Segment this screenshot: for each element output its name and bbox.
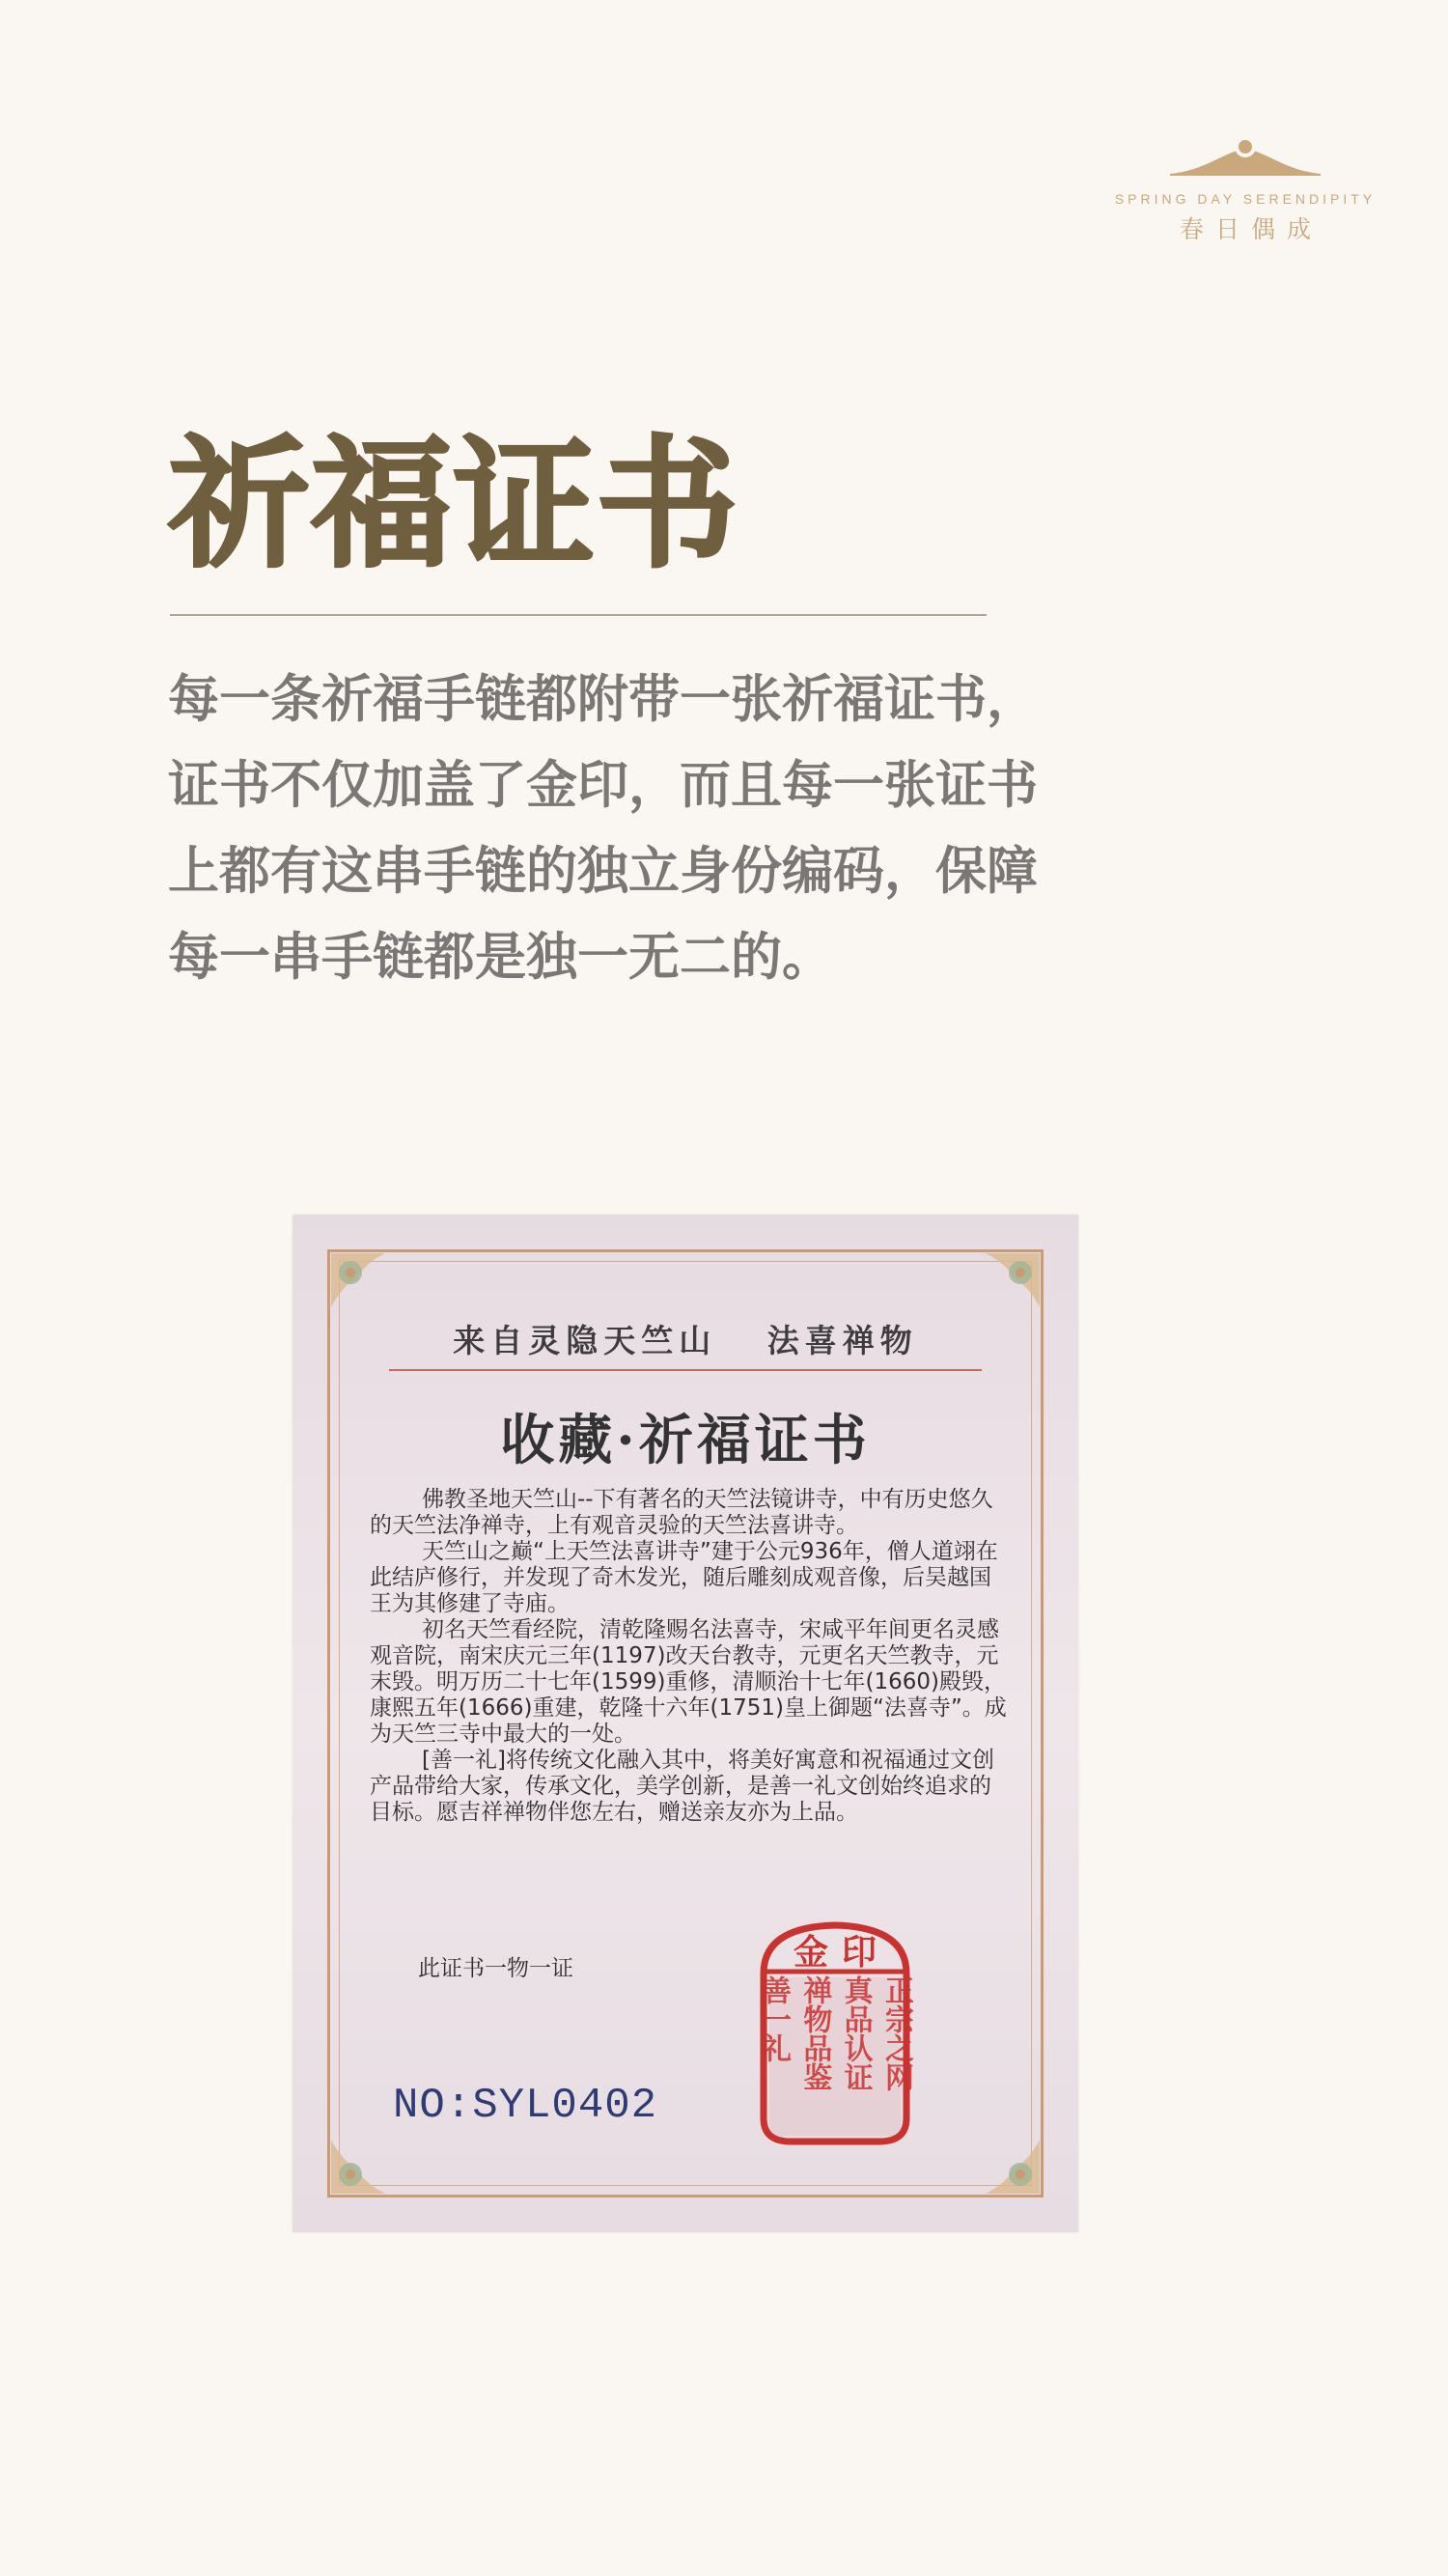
description-line: 每一串手链都是独一无二的。: [168, 928, 833, 987]
brand-logo: [1072, 133, 1419, 245]
brand-name-cn: 春日偶成: [1179, 215, 1323, 243]
certificate-paragraph: [善一礼]将传统文化融入其中，将美好寓意和祝福通过文创产品带给大家，传承文化，美学创新，是善一礼文创始终追求的目标。愿吉祥禅物伴您左右，赠送亲友亦为上品。: [370, 1748, 994, 1825]
certificate-paragraph: 佛教圣地天竺山--下有著名的天竺法镜讲寺，中有历史悠久的天竺法净禅寺，上有观音灵验的天竺法喜讲寺。: [370, 1487, 993, 1538]
description-line: 上都有这串手链的独立身份编码，保障: [168, 842, 1038, 901]
page-title: 祈福证书: [168, 423, 739, 587]
corner-ornament-icon: [957, 2111, 1044, 2198]
seal-inscription: [758, 1975, 912, 2091]
certificate-number: NO:SYL0402: [393, 2082, 658, 2130]
certificate-paragraph: 初名天竺看经院，清乾隆赐名法喜寺，宋咸平年间更名灵感观音院，南宋庆元三年(1197)改天台教寺，元更名天竺教寺，元末毁。明万历二十七年(1599)重修，清顺治十七年(1660)殿毁，康熙五年(1666)重建，乾隆十六年(1751)皇上御题“法喜寺”。成为天竺三寺中最大的一处。: [370, 1617, 1007, 1747]
description: [168, 657, 1143, 1000]
seal-column: 正宗之网: [878, 1975, 913, 2091]
seal-stamp: [744, 1919, 926, 2147]
certificate-header: 来自灵隐天竺山 法喜禅物: [453, 1322, 918, 1359]
seal-column: 禅物品鉴: [797, 1975, 832, 2091]
brand-name-en: SPRING DAY SERENDIPITY: [1114, 191, 1377, 207]
seal-label: 金印: [793, 1932, 890, 1973]
certificate-paragraph: 天竺山之巅“上天竺法喜讲寺”建于公元936年，僧人道翊在此结庐修行，并发现了奇木发光，随后雕刻成观音像，后吴越国王为其修建了寺庙。: [370, 1539, 998, 1616]
certificate-title: 收藏·祈福证书: [500, 1409, 871, 1472]
certificate-header-rule: [389, 1369, 982, 1371]
seal-column: 真品认证: [838, 1975, 873, 2091]
mountain-sun-icon: [1168, 133, 1323, 180]
title-divider: [170, 614, 987, 616]
description-line: 证书不仅加盖了金印，而且每一张证书: [168, 756, 1038, 815]
description-line: 每一条祈福手链都附带一张祈福证书，: [168, 670, 1038, 729]
certificate-signature: 此证书一物一证: [418, 1956, 573, 1981]
seal-column: 善一礼: [757, 1975, 791, 2062]
certificate-body: [370, 1487, 1007, 1826]
certificate-photo: [292, 1215, 1078, 2232]
